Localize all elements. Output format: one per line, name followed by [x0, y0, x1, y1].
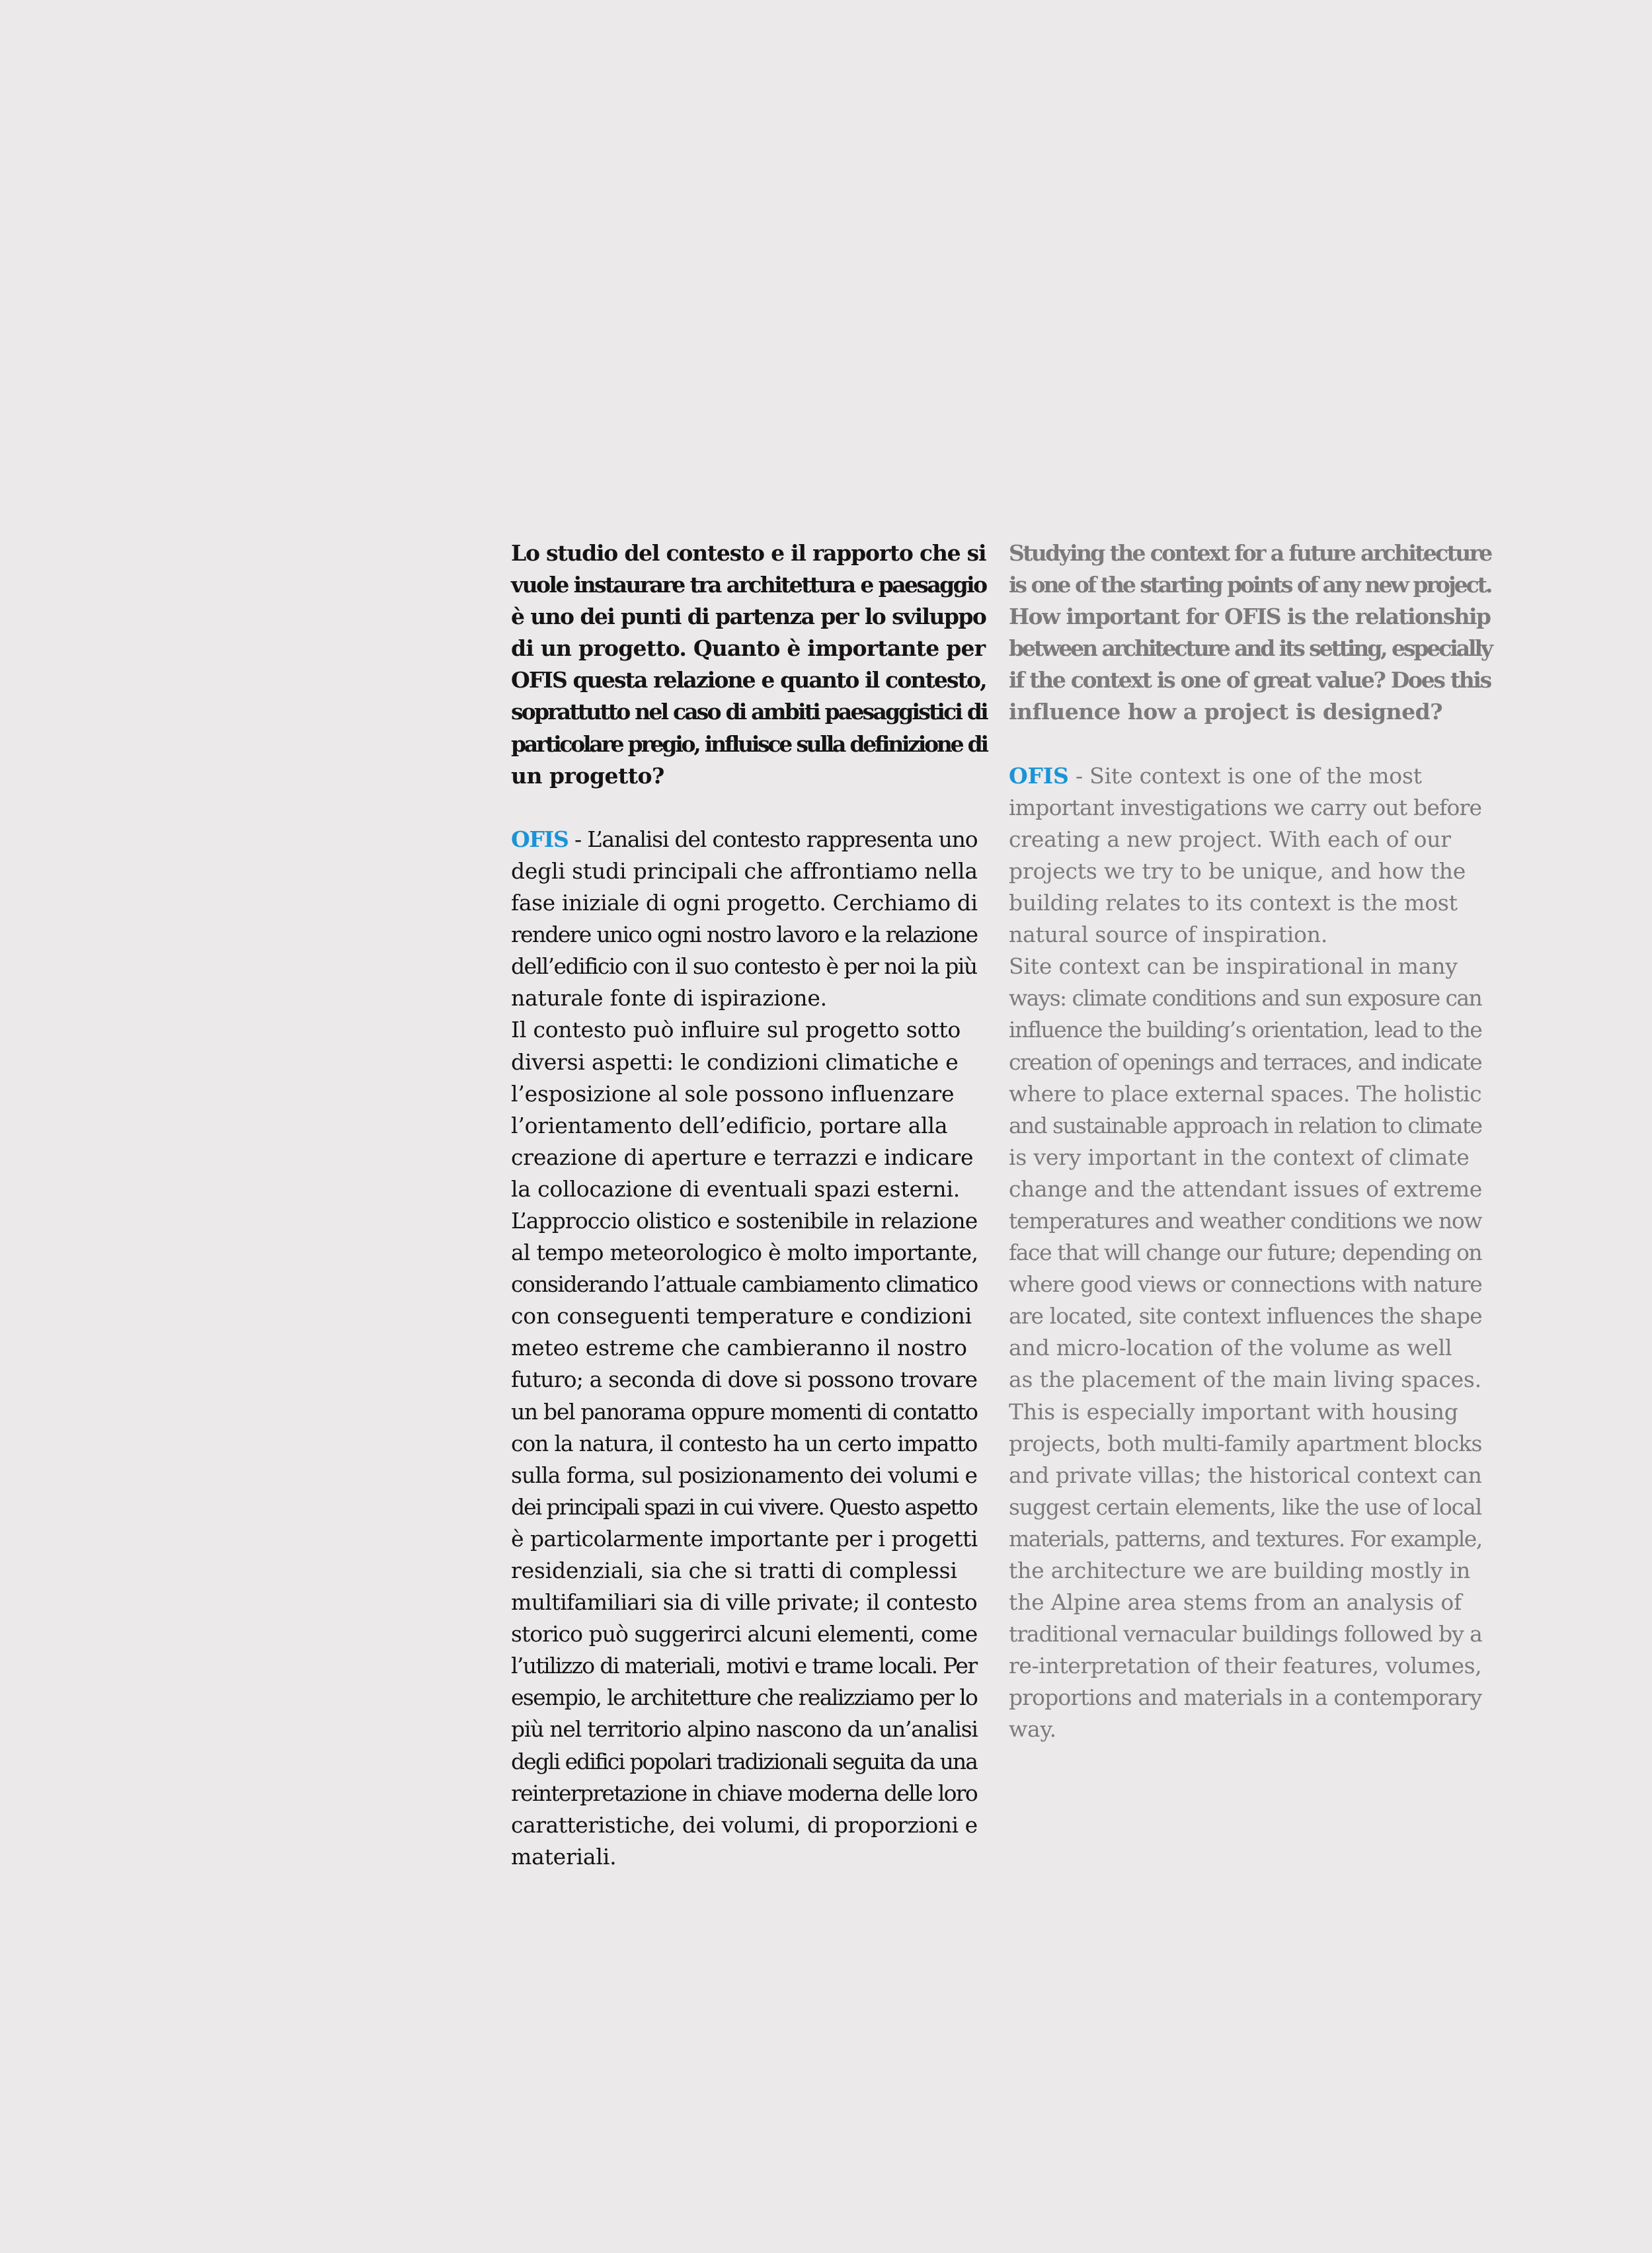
answer-line: L’approccio olistico e sostenibile in relazione — [511, 1207, 978, 1234]
english-column — [1009, 537, 1491, 1746]
answer-line: the architecture we are building mostly in — [1009, 1558, 1471, 1583]
answer-line: re-interpretation of their features, volumes, — [1009, 1653, 1482, 1679]
answer-line: the Alpine area stems from an analysis of — [1009, 1589, 1462, 1616]
answer-line: change and the attendant issues of extreme — [1009, 1175, 1482, 1202]
answer-line: sulla forma, sul posizionamento dei volumi e — [511, 1462, 978, 1488]
question-line: is one of the starting points of any new project. — [1009, 572, 1491, 598]
italian-column — [511, 537, 987, 1873]
answer-line: are located, site context influences the shape — [1009, 1303, 1482, 1329]
answer-line: con conseguenti temperature e condizioni — [511, 1303, 972, 1329]
answer-line: con la natura, il contesto ha un certo impatto — [511, 1430, 978, 1456]
answer-line: esempio, le architetture che realizziamo per lo — [511, 1684, 978, 1711]
question-line: Lo studio del contesto e il rapporto che si — [511, 540, 986, 566]
answer-line: futuro; a seconda di dove si possono trovare — [511, 1366, 978, 1393]
answer-line: materials, patterns, and textures. For example, — [1009, 1525, 1482, 1552]
answer-line: meteo estreme che cambieranno il nostro — [511, 1335, 967, 1361]
answer-line: way. — [1009, 1716, 1056, 1743]
answer-line: ways: climate conditions and sun exposure can — [1009, 985, 1482, 1011]
english-question — [1009, 537, 1491, 729]
answer-line: This is especially important with housing — [1009, 1398, 1458, 1425]
answer-line: creation of openings and terraces, and indicate — [1009, 1048, 1481, 1075]
question-line: è uno dei punti di partenza per lo sviluppo — [511, 604, 986, 630]
question-line: soprattutto nel caso di ambiti paesaggistici di — [511, 699, 987, 725]
question-line: between architecture and its setting, especially — [1009, 635, 1491, 662]
answer-line: naturale fonte di ispirazione. — [511, 985, 827, 1011]
answer-line: l’orientamento dell’edificio, portare alla — [511, 1112, 948, 1138]
answer-line: and sustainable approach in relation to climate — [1009, 1112, 1482, 1138]
answer-line: degli studi principali che affrontiamo nella — [511, 857, 978, 884]
answer-line — [1009, 760, 1485, 792]
answer-line: projects we try to be unique, and how the — [1009, 857, 1466, 884]
answer-line: is very important in the context of climate — [1009, 1144, 1470, 1170]
paragraph-gap — [1009, 729, 1485, 760]
answer-line: reinterpretazione in chiave moderna delle loro — [511, 1780, 978, 1806]
answer-text: - Site context is one of the most — [1068, 762, 1422, 789]
question-line: un progetto? — [511, 762, 664, 789]
answer-line: face that will change our future; depending on — [1009, 1240, 1482, 1266]
answer-line: caratteristiche, dei volumi, di proporzioni e — [511, 1811, 978, 1838]
answer-line: as the placement of the main living spaces. — [1009, 1366, 1481, 1393]
italian-answer — [511, 824, 980, 1873]
answer-line: è particolarmente importante per i progetti — [511, 1525, 978, 1552]
answer-line: dell’edificio con il suo contesto è per noi la più — [511, 953, 977, 980]
answer-line: storico può suggerirci alcuni elementi, come — [511, 1621, 978, 1647]
answer-line: creating a new project. With each of our — [1009, 826, 1451, 852]
answer-line: la collocazione di eventuali spazi esterni. — [511, 1175, 961, 1202]
paragraph-gap — [511, 792, 980, 824]
english-answer — [1009, 760, 1485, 1746]
answer-line: Site context can be inspirational in many — [1009, 953, 1458, 980]
answer-line: degli edifici popolari tradizionali seguita da una — [511, 1748, 977, 1774]
answer-line: Il contesto può influire sul progetto sotto — [511, 1017, 961, 1043]
italian-question — [511, 537, 987, 792]
answer-line: temperatures and weather conditions we now — [1009, 1207, 1482, 1234]
question-line: How important for OFIS is the relationship — [1009, 604, 1491, 630]
answer-line: influence the building’s orientation, lead to the — [1009, 1017, 1482, 1043]
answer-line: multifamiliari sia di ville private; il contesto — [511, 1589, 978, 1616]
question-line: influence how a project is designed? — [1009, 699, 1443, 725]
answer-line: proportions and materials in a contemporary — [1009, 1684, 1482, 1711]
answer-line: l’esposizione al sole possono influenzare — [511, 1080, 955, 1107]
answer-line: creazione di aperture e terrazzi e indicare — [511, 1144, 974, 1170]
answer-line: diversi aspetti: le condizioni climatiche e — [511, 1048, 959, 1075]
question-line: if the context is one of great value? Does this — [1009, 667, 1491, 693]
question-line: vuole instaurare tra architettura e paesaggio — [511, 572, 986, 598]
answer-line: where good views or connections with nature — [1009, 1271, 1482, 1298]
question-line: Studying the context for a future architecture — [1009, 540, 1491, 566]
answer-line: l’utilizzo di materiali, motivi e trame locali. Per — [511, 1653, 977, 1679]
answer-line: important investigations we carry out before — [1009, 794, 1482, 820]
answer-line: considerando l’attuale cambiamento climatico — [511, 1271, 978, 1298]
question-line: OFIS questa relazione e quanto il contesto, — [511, 667, 986, 693]
answer-line: al tempo meteorologico è molto importante, — [511, 1240, 978, 1266]
answer-line: and private villas; the historical context can — [1009, 1462, 1482, 1488]
answer-line: rendere unico ogni nostro lavoro e la relazione — [511, 922, 978, 948]
speaker-label: OFIS — [511, 826, 569, 852]
answer-line: un bel panorama oppure momenti di contatto — [511, 1398, 978, 1425]
answer-line: building relates to its context is the most — [1009, 890, 1458, 916]
answer-line: natural source of inspiration. — [1009, 922, 1328, 948]
answer-line: dei principali spazi in cui vivere. Questo aspetto — [511, 1493, 977, 1520]
answer-line: traditional vernacular buildings followed by a — [1009, 1621, 1482, 1647]
answer-line: and micro-location of the volume as well — [1009, 1335, 1452, 1361]
answer-line: materiali. — [511, 1843, 617, 1870]
answer-line: projects, both multi-family apartment blocks — [1009, 1430, 1482, 1456]
speaker-label: OFIS — [1009, 762, 1069, 789]
answer-text: - L’analisi del contesto rappresenta uno — [568, 826, 978, 852]
answer-line: residenziali, sia che si tratti di complessi — [511, 1558, 957, 1583]
question-line: particolare pregio, influisce sulla definizione di — [511, 731, 987, 757]
answer-line: where to place external spaces. The holistic — [1009, 1080, 1482, 1107]
answer-line — [511, 824, 980, 855]
answer-line: suggest certain elements, like the use of local — [1009, 1493, 1482, 1520]
answer-line: fase iniziale di ogni progetto. Cerchiamo di — [511, 890, 978, 916]
question-line: di un progetto. Quanto è importante per — [511, 635, 986, 662]
answer-line: più nel territorio alpino nascono da un’analisi — [511, 1716, 978, 1743]
